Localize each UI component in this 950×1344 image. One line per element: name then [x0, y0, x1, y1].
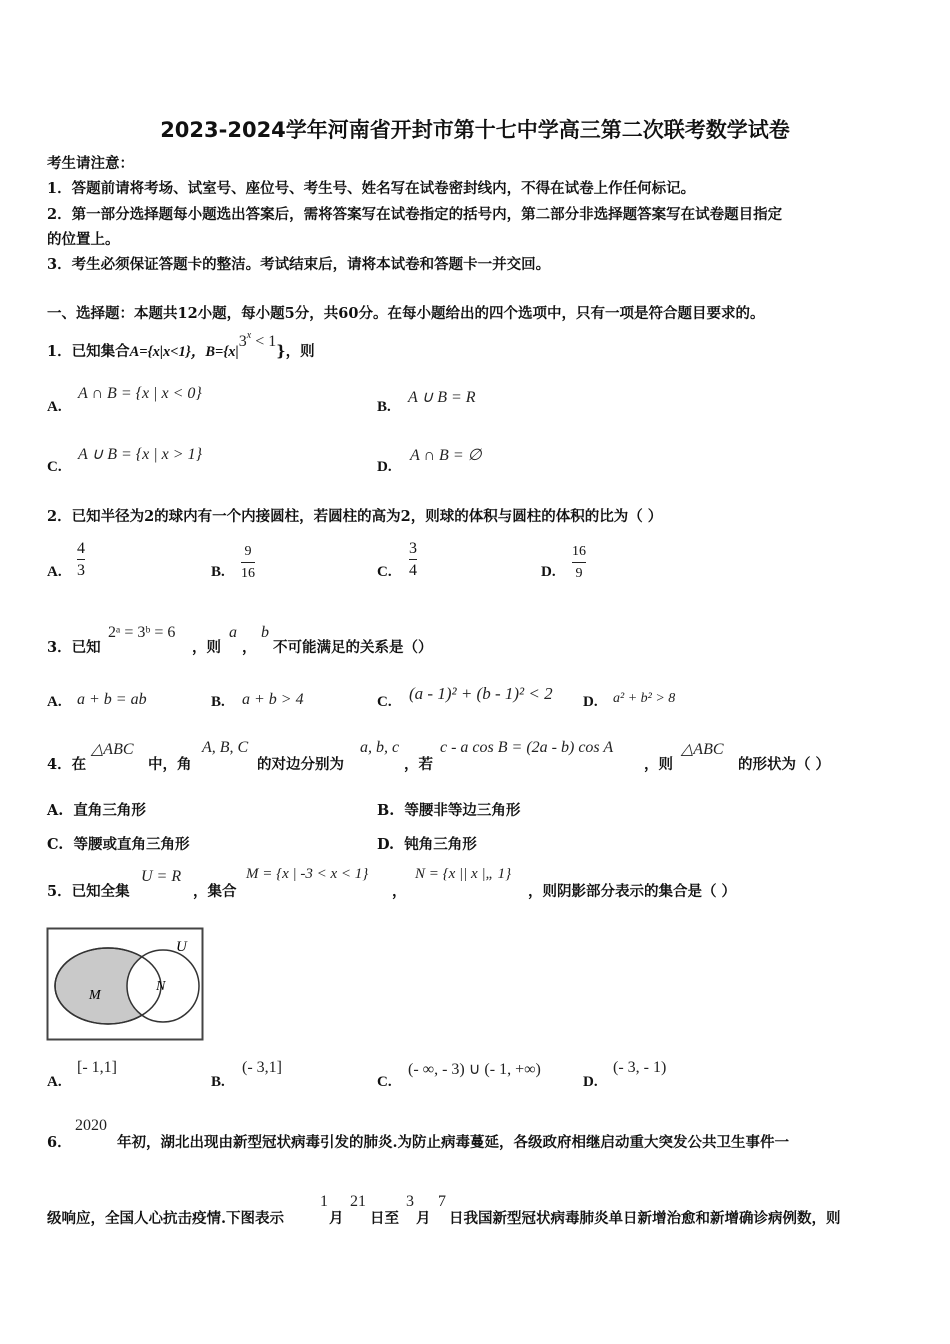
q5-option-b: (- 3,1]	[242, 1059, 282, 1076]
q1-option-d: A ∩ B = ∅	[410, 447, 482, 464]
q4-stem-a: 4．在	[47, 756, 87, 773]
q5-option-d: (- 3, - 1)	[613, 1059, 667, 1076]
q1-option-c-label: C.	[47, 459, 62, 475]
q4-sides: a, b, c	[360, 739, 400, 756]
q6-month-1: 1	[320, 1193, 328, 1210]
q6-text-month-2: 月	[416, 1210, 431, 1227]
q3-stem-a: 3．已知	[47, 639, 101, 656]
q2-option-a-fraction: 4 3	[77, 540, 85, 579]
q3-option-d-label: D.	[583, 694, 598, 710]
q5-option-d-label: D.	[583, 1074, 598, 1090]
q4-stem-b: 中，角	[148, 756, 192, 773]
notice-item-3: 3．考生必须保证答题卡的整洁。考试结束后，请将本试卷和答题卡一并交回。	[47, 256, 551, 273]
q5-option-a-label: A.	[47, 1074, 62, 1090]
q3-var-b: b	[261, 624, 269, 641]
q1-option-b: A ∪ B = R	[408, 389, 476, 406]
q6-line-2a: 级响应，全国人心抗击疫情.下图表示	[47, 1210, 285, 1227]
q3-var-a: a	[229, 624, 237, 641]
q4-equation: c - a cos B = (2a - b) cos A	[440, 739, 614, 756]
venn-m-label: M	[89, 988, 101, 1003]
venn-diagram	[46, 927, 204, 1041]
q5-set-n: N = {x || x |„ 1}	[415, 866, 512, 882]
q3-option-b: a + b > 4	[242, 691, 304, 708]
q6-month-2: 3	[406, 1193, 414, 1210]
q4-triangle: △ABC	[91, 741, 134, 758]
q6-text-to: 日至	[370, 1210, 399, 1227]
q5-option-c-label: C.	[377, 1074, 392, 1090]
q1-stem: 1．已知集合A={x|x<1}，$B=\{x|3^x < 1\}$，则	[47, 330, 315, 360]
q4-option-d: D. 钝角三角形	[377, 836, 477, 853]
q4-angles: A, B, C	[202, 739, 249, 756]
venn-u-label: U	[176, 939, 187, 955]
q3-comma: ，	[242, 639, 257, 656]
q3-equation: 2ᵃ = 3ᵇ = 6	[108, 624, 176, 641]
notice-item-2: 2．第一部分选择题每小题选出答案后，需将答案写在试卷指定的括号内，第二部分非选择题答案写在试卷题目指定	[47, 206, 783, 223]
q6-day-2: 7	[438, 1193, 446, 1210]
q2-option-a-label: A.	[47, 564, 62, 580]
q6-number: 6．	[47, 1134, 72, 1151]
q2-option-b-fraction: 9 16	[241, 544, 255, 581]
notice-item-1: 1．答题前请将考场、试室号、座位号、考生号、姓名写在试卷密封线内，不得在试卷上作任何标记。	[47, 180, 696, 197]
q4-stem-e: ，则	[644, 756, 673, 773]
q6-text-month-1: 月	[329, 1210, 344, 1227]
notice-heading: 考生请注意：	[47, 155, 134, 172]
q6-day-1: 21	[350, 1193, 366, 1210]
q4-stem-f: 的形状为（ ）	[738, 756, 831, 773]
page-title: 2023-2024学年河南省开封市第十七中学高三第二次联考数学试卷	[160, 118, 790, 142]
q3-option-d: a² + b² > 8	[613, 691, 676, 706]
q3-option-a: a + b = ab	[77, 691, 147, 708]
q2-option-c-label: C.	[377, 564, 392, 580]
q6-line-2b: 日我国新型冠状病毒肺炎单日新增治愈和新增确诊病例数，则	[449, 1210, 841, 1227]
q2-option-c-fraction: 3 4	[409, 540, 417, 579]
q4-option-c: C. 等腰或直角三角形	[47, 836, 190, 853]
q2-option-d-label: D.	[541, 564, 556, 580]
q5-stem-a: 5．已知全集	[47, 883, 130, 900]
q5-universal-set: U = R	[141, 868, 182, 885]
q5-stem-c: ，则阴影部分表示的集合是（ ）	[528, 883, 737, 900]
q6-line-1: 年初，湖北出现由新型冠状病毒引发的肺炎.为防止病毒蔓延，各级政府相继启动重大突发公共卫生事件一	[117, 1134, 790, 1151]
q4-stem-c: 的对边分别为	[257, 756, 344, 773]
q2-option-d-fraction: 16 9	[572, 544, 586, 581]
q4-option-a: A. 直角三角形	[47, 802, 146, 819]
q1-option-d-label: D.	[377, 459, 392, 475]
notice-item-2-cont: 的位置上。	[47, 231, 120, 248]
q6-year: 2020	[75, 1117, 107, 1134]
q5-option-a: [- 1,1]	[77, 1059, 117, 1076]
section-heading: 一、选择题：本题共12小题，每小题5分，共60分。在每小题给出的四个选项中，只有一项是符合题目要求的。	[47, 305, 765, 322]
q1-option-b-label: B.	[377, 399, 391, 415]
q5-comma: ，	[392, 883, 407, 900]
q3-stem-c: 不可能满足的关系是（）	[273, 639, 433, 656]
venn-n-label: N	[156, 979, 166, 994]
q4-stem-d: ，若	[404, 756, 433, 773]
q4-option-b: B. 等腰非等边三角形	[377, 802, 521, 819]
q5-option-c: (- ∞, - 3) ∪ (- 1, +∞)	[408, 1061, 541, 1078]
q1-option-c: A ∪ B = {x | x > 1}	[78, 446, 202, 463]
q4-triangle-2: △ABC	[681, 741, 724, 758]
q3-option-b-label: B.	[211, 694, 225, 710]
q3-option-c-label: C.	[377, 694, 392, 710]
q5-stem-b: ，集合	[193, 883, 237, 900]
q5-set-m: M = {x | -3 < x < 1}	[246, 866, 369, 882]
q3-stem-b: ，则	[192, 639, 221, 656]
q2-option-b-label: B.	[211, 564, 225, 580]
q3-option-a-label: A.	[47, 694, 62, 710]
q5-option-b-label: B.	[211, 1074, 225, 1090]
q3-option-c: (a - 1)² + (b - 1)² < 2	[409, 684, 553, 703]
q1-option-a: A ∩ B = {x | x < 0}	[78, 385, 202, 402]
q2-stem: 2．已知半径为2的球内有一个内接圆柱，若圆柱的高为2，则球的体积与圆柱的体积的比为（ ）	[47, 508, 663, 525]
q1-option-a-label: A.	[47, 399, 62, 415]
